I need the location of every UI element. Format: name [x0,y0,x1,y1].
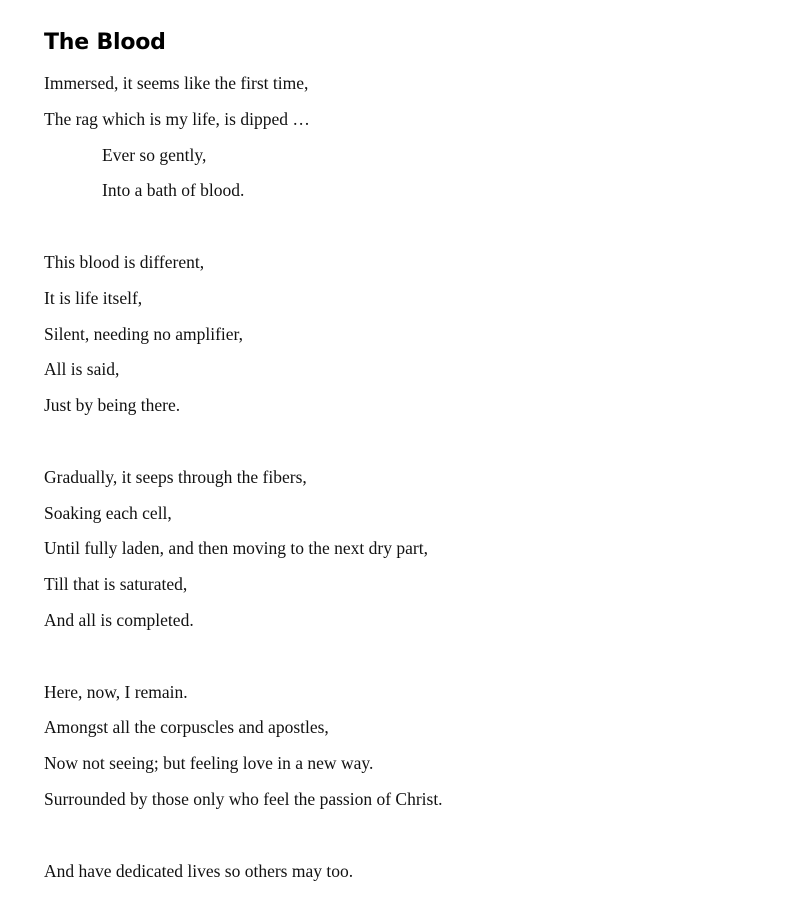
poem-line: The rag which is my life, is dipped … [44,108,310,129]
poem-title: The Blood [44,30,166,55]
poem-line: Surrounded by those only who feel the passion of Christ. [44,788,443,809]
poem-line: Here, now, I remain. [44,681,188,702]
poem-line: Just by being there. [44,395,181,416]
poem-line-indented: Into a bath of blood. [102,180,245,201]
document-page [44,28,764,889]
stanza-4 [44,675,764,818]
poem-line-indented: Ever so gently, [102,144,207,165]
stanza-2 [44,245,764,424]
poem-line: It is life itself, [44,287,143,308]
poem-line: Amongst all the corpuscles and apostles, [44,717,329,738]
poem-line: Immersed, it seems like the first time, [44,73,309,93]
poem-line: Silent, needing no amplifier, [44,323,244,344]
poem-line: Gradually, it seeps through the fibers, [44,466,307,487]
poem-line: This blood is different, [44,251,205,272]
poem-line: And all is completed. [44,609,194,630]
stanza-3 [44,460,764,639]
poem-line: Until fully laden, and then moving to the next dry part, [44,538,428,559]
poem-line: Soaking each cell, [44,502,172,523]
stanza-5 [44,854,764,890]
poem-line: All is said, [44,359,120,380]
poem-line: Now not seeing; but feeling love in a new way. [44,753,374,774]
poem-line: And have dedicated lives so others may too. [44,860,354,881]
poem-line: Till that is saturated, [44,574,188,595]
stanza-1 [44,66,764,209]
